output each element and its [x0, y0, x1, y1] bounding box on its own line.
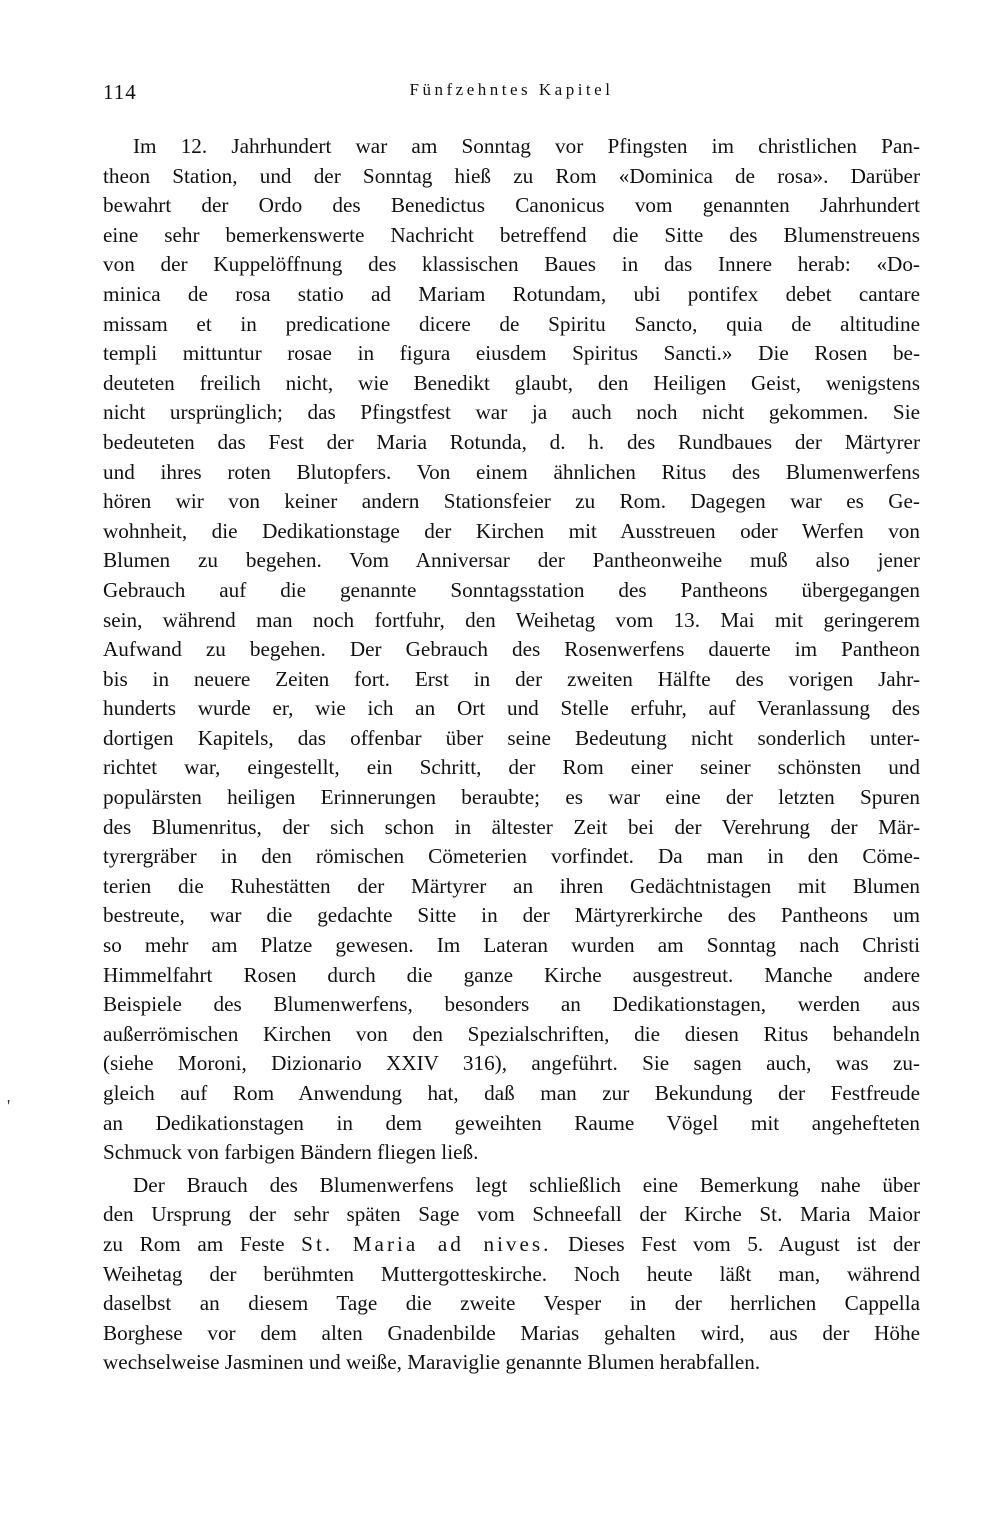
text-line: bedeuteten das Fest der Maria Rotunda, d. h. des Rundbaues der Märtyrer [103, 429, 920, 454]
text-line: eine sehr bemerkenswerte Nachricht betreffend die Sitte des Blumenstreuens [103, 222, 920, 247]
paragraph-2 [103, 1171, 920, 1378]
text-line: hunderts wurde er, wie ich an Ort und Stelle erfuhr, auf Veranlassung des [103, 696, 920, 721]
text-line: dortigen Kapitels, das offenbar über seine Bedeutung nicht sonderlich unter- [103, 725, 920, 750]
margin-mark: ' [7, 1096, 11, 1116]
text-line: Aufwand zu begehen. Der Gebrauch des Rosenwerfens dauerte im Pantheon [103, 637, 920, 662]
text-line: Beispiele des Blumenwerfens, besonders an Dedikationstagen, werden aus [103, 992, 920, 1017]
text-line: Im 12. Jahrhundert war am Sonntag vor Pfingsten im christlichen Pan- [133, 134, 920, 158]
paragraph-1 [103, 132, 920, 1168]
text-line: wohnheit, die Dedikationstage der Kirchen mit Ausstreuen oder Werfen von [103, 518, 920, 543]
text-line: richtet war, eingestellt, ein Schritt, der Rom einer seiner schönsten und [103, 755, 920, 780]
text-line: den Ursprung der sehr späten Sage vom Schneefall der Kirche St. Maria Maior [103, 1202, 920, 1227]
text-line: Der Brauch des Blumenwerfens legt schließlich eine Bemerkung nahe über [133, 1172, 920, 1197]
text-line: bestreute, war die gedachte Sitte in der Märtyrerkirche des Pantheons um [103, 903, 920, 928]
text-line: daselbst an diesem Tage die zweite Vesper in der herrlichen Cappella [103, 1291, 920, 1316]
text-line: bewahrt der Ordo des Benedictus Canonicus vom genannten Jahrhundert [103, 193, 920, 218]
running-head [103, 80, 920, 110]
text-line: minica de rosa statio ad Mariam Rotundam, ubi pontifex debet cantare [103, 281, 920, 306]
text-line: von der Kuppelöffnung des klassischen Baues in das Innere herab: «Do- [103, 252, 920, 277]
text-line: templi mittuntur rosae in figura eiusdem Spiritus Sancti.» Die Rosen be- [103, 341, 920, 366]
text-line: missam et in predicatione dicere de Spiritu Sancto, quia de altitudine [103, 311, 920, 336]
text-line: Borghese vor dem alten Gnadenbilde Marias gehalten wird, aus der Höhe [103, 1320, 920, 1345]
text-line: terien die Ruhestätten der Märtyrer an ihren Gedächtnistagen mit Blumen [103, 873, 920, 898]
text-fragment: zu Rom am Feste [103, 1231, 285, 1256]
book-page [103, 80, 920, 1378]
text-line: so mehr am Platze gewesen. Im Lateran wurden am Sonntag nach Christi [103, 933, 920, 958]
text-line [103, 1230, 920, 1260]
text-line: populärsten heiligen Erinnerungen beraubte; es war eine der letzten Spuren [103, 785, 920, 810]
text-line: tyrergräber in den römischen Cömeterien vorfindet. Da man in den Cöme- [103, 844, 920, 869]
text-line: Weihetag der berühmten Muttergotteskirche. Noch heute läßt man, während [103, 1261, 920, 1286]
spaced-title: St. Maria ad nives. [301, 1231, 552, 1256]
text-line: Gebrauch auf die genannte Sonntagsstation des Pantheons übergegangen [103, 577, 920, 602]
text-line: gleich auf Rom Anwendung hat, daß man zur Bekundung der Festfreude [103, 1081, 920, 1105]
text-line: an Dedikationstagen in dem geweihten Raume Vögel mit angehefteten [103, 1110, 920, 1135]
text-line: Schmuck von farbigen Bändern fliegen ließ. [103, 1140, 479, 1165]
text-line: sein, während man noch fortfuhr, den Weihetag vom 13. Mai mit geringerem [103, 607, 920, 632]
text-line: theon Station, und der Sonntag hieß zu Rom «Dominica de rosa». Darüber [103, 163, 920, 188]
text-fragment: Dieses Fest vom 5. August ist der [568, 1231, 920, 1256]
text-line: des Blumenritus, der sich schon in ältester Zeit bei der Verehrung der Mär- [103, 814, 920, 839]
text-line: Blumen zu begehen. Vom Anniversar der Pantheonweihe muß also jener [103, 548, 920, 573]
text-line: wechselweise Jasminen und weiße, Maraviglie genannte Blumen herabfallen. [103, 1350, 761, 1375]
text-line: außerrömischen Kirchen von den Spezialschriften, die diesen Ritus behandeln [103, 1021, 920, 1046]
page-number: 114 [103, 80, 137, 104]
text-line: nicht ursprünglich; das Pfingstfest war ja auch noch nicht gekommen. Sie [103, 400, 920, 425]
text-line: und ihres roten Blutopfers. Von einem ähnlichen Ritus des Blumenwerfens [103, 459, 920, 484]
text-line: bis in neuere Zeiten fort. Erst in der zweiten Hälfte des vorigen Jahr- [103, 666, 920, 691]
text-line: deuteten freilich nicht, wie Benedikt glaubt, den Heiligen Geist, wenigstens [103, 370, 920, 395]
chapter-title: Fünfzehntes Kapitel [409, 80, 614, 99]
text-line: hören wir von keiner andern Stationsfeier zu Rom. Dagegen war es Ge- [103, 489, 920, 514]
text-line: Himmelfahrt Rosen durch die ganze Kirche ausgestreut. Manche andere [103, 962, 920, 987]
text-line: (siehe Moroni, Dizionario XXIV 316), angeführt. Sie sagen auch, was zu- [103, 1051, 920, 1076]
